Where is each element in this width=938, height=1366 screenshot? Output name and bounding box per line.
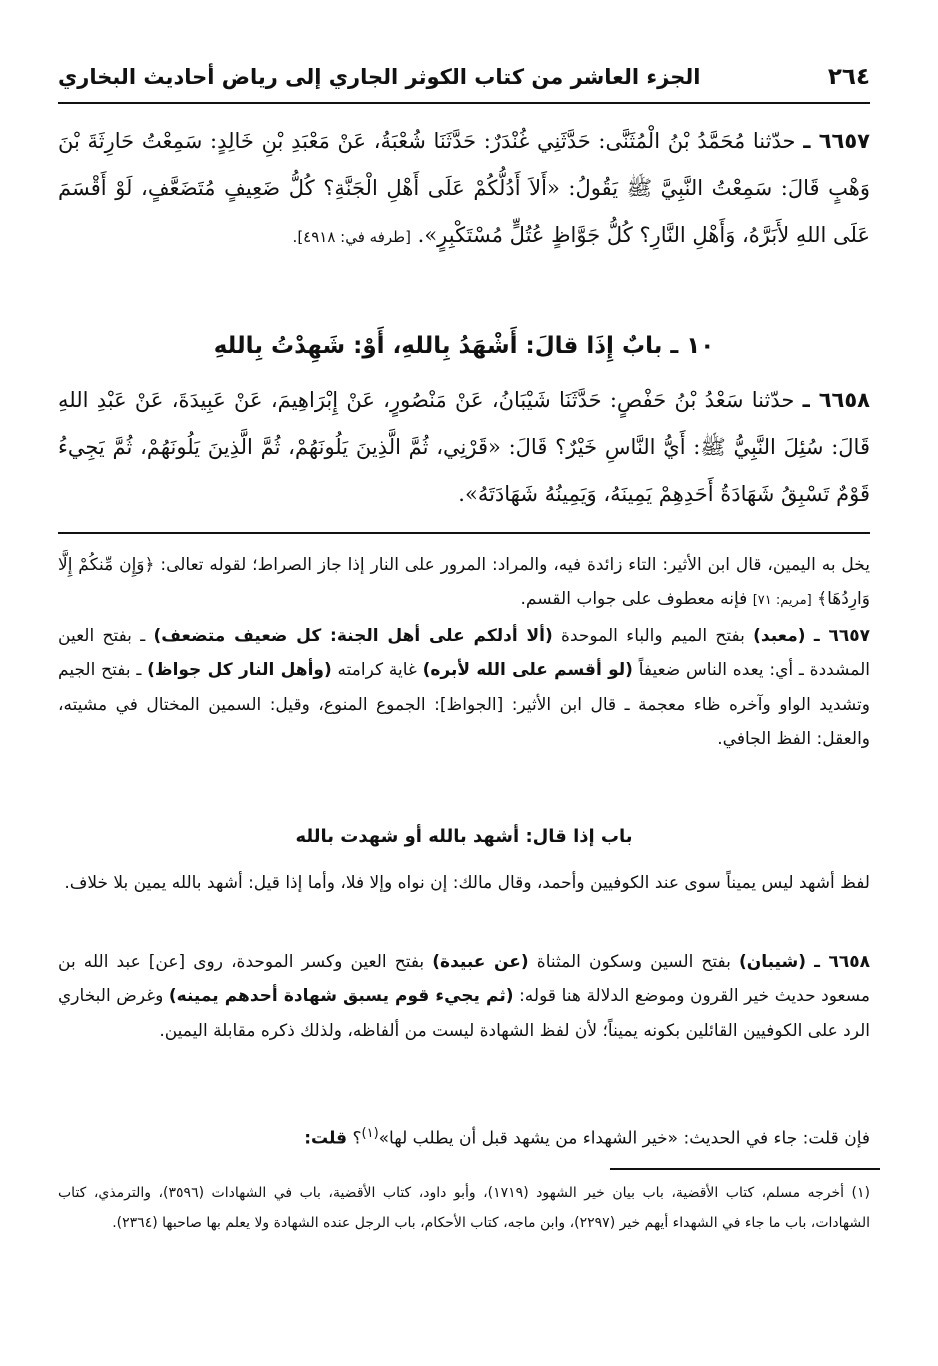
hadith-number: ٦٦٥٧ ـ <box>803 129 870 153</box>
commentary-text: ـ بفتح العين المشددة ـ أي: يعده الناس ضعيفاً <box>58 626 870 681</box>
running-header <box>58 52 870 104</box>
hadith-number: ٦٦٥٨ ـ <box>814 952 871 972</box>
commentary-para-2 <box>58 619 870 756</box>
commentary-para-5 <box>58 1117 870 1156</box>
footnote-separator <box>610 1168 880 1170</box>
commentary-text: بفتح الميم والباء الموحدة <box>552 626 754 646</box>
running-title: الجزء العاشر من كتاب الكوثر الجاري إلى رياض أحاديث البخاري <box>58 65 701 89</box>
hadith-number: ٦٦٥٨ ـ <box>802 388 870 412</box>
commentary-para-4 <box>58 945 870 1048</box>
footnote-number: (١) <box>851 1185 871 1201</box>
commentary-para-3: لفظ أشهد ليس يميناً سوى عند الكوفيين وأحمد، وقال مالك: إن نواه وإلا فلا، وأما إذا قيل: أشهد بالله يمين بلا خلاف. <box>64 873 870 893</box>
commentary-text: وغرض البخاري الرد على الكوفيين القائلين بكونه يميناً؛ لأن لفظ الشهادة ليست من ألفاظه، ولذلك ذكره مقابلة اليمين. <box>58 986 870 1041</box>
commentary-text: يخل به اليمين، قال ابن الأثير: التاء زائدة فيه، والمراد: المرور على النار إذا جاز الصراط؛ لقوله تعالى: ﴿وَإِن مِّنكُمْ إِلَّا وَارِدُهَا﴾ <box>58 555 870 610</box>
footnote-marker[interactable]: (١) <box>361 1126 379 1141</box>
quoted-phrase: (وأهل النار كل جواظ) <box>147 660 332 681</box>
commentary-text: غاية كرامته <box>331 660 423 681</box>
matn-separator <box>58 532 870 534</box>
quoted-phrase: (عن عبيدة) <box>432 952 529 972</box>
commentary-text: فإنه معطوف على جواب القسم. <box>520 589 753 610</box>
quoted-word: (معبد) <box>753 626 806 646</box>
commentary-text: بفتح العين وكسر الموحدة، روى [عن] عبد الله بن مسعود حديث خير القرون وموضع الدلالة هنا قوله: <box>58 952 870 1007</box>
hadith-6657 <box>58 118 870 261</box>
answer-keyword: قلت: <box>304 1128 348 1149</box>
hadith-text: حدّثنا مُحَمَّدُ بْنُ الْمُثَنَّى: حَدَّثَنِي غُنْدَرٌ: حَدَّثَنَا شُعْبَةُ، عَنْ مَعْبَدِ بْنِ خَالِدٍ: سَمِعْتُ حَارِثَةَ بْنَ وَهْبٍ قَالَ: سَمِعْتُ النَّبِيَّ ﷺ يَقُولُ: «أَلاَ أَدُلُّكُمْ عَلَى أَهْلِ الْجَنَّةِ؟ كُلُّ ضَعِيفٍ مُتَضَعَّفٍ، لَوْ أَقْسَمَ عَلَى اللهِ لأَبَرَّهُ، وَأَهْلِ النَّارِ؟ كُلُّ جَوَّاظٍ عُتُلٍّ مُسْتَكْبِرٍ». <box>58 129 870 247</box>
commentary-para-1 <box>58 548 870 619</box>
quoted-phrase: (ثم يجيء قوم يسبق شهادة أحدهم يمينه) <box>168 986 514 1007</box>
commentary-chapter-heading: باب إذا قال: أشهد بالله أو شهدت بالله <box>295 826 633 847</box>
page-number: ٢٦٤ <box>827 64 870 90</box>
hadith-6658 <box>58 377 870 518</box>
hadith-reference: [طرفه في: ٤٩١٨]. <box>292 228 411 246</box>
footnote-text: أخرجه مسلم، كتاب الأقضية، باب بيان خير الشهود (١٧١٩)، وأبو داود، كتاب الأقضية، باب في الشهادات (٣٥٩٦)، والترمذي، كتاب الشهادات، باب ما جاء في الشهداء أيهم خير (٢٢٩٧)، وابن ماجه، كتاب الأحكام، باب الرجل عنده الشهادة ولا يعلم بها صاحبها (٢٣٦٤). <box>58 1185 870 1231</box>
hadith-text: حدّثنا سَعْدُ بْنُ حَفْصٍ: حَدَّثَنَا شَيْبَانُ، عَنْ مَنْصُورٍ، عَنْ إِبْرَاهِيمَ، عَنْ عَبِيدَةَ، عَنْ عَبْدِ اللهِ قَالَ: سُئِلَ النَّبِيُّ ﷺ: أَيُّ النَّاسِ خَيْرٌ؟ قَالَ: «قَرْنِي، ثُمَّ الَّذِينَ يَلُونَهُمْ، ثُمَّ الَّذِينَ يَلُونَهُمْ، ثُمَّ يَجِيءُ قَوْمٌ تَسْبِقُ شَهَادَةُ أَحَدِهِمْ يَمِينَهُ، وَيَمِينُهُ شَهَادَتَهُ». <box>58 388 870 506</box>
quoted-phrase: (ألا أدلكم على أهل الجنة: كل ضعيف متضعف) <box>153 626 553 646</box>
footnote-1 <box>58 1178 870 1238</box>
quoted-word: (شيبان) <box>738 952 806 972</box>
quran-reference: [مريم: ٧١] <box>752 593 812 609</box>
commentary-text: فإن قلت: جاء في الحديث: «خير الشهداء من يشهد قبل أن يطلب لها» <box>378 1128 870 1149</box>
chapter-heading: ١٠ ـ بابٌ إِذَا قالَ: أَشْهَدُ بِاللهِ، أَوْ: شَهِدْتُ بِاللهِ <box>213 333 715 359</box>
hadith-number: ٦٦٥٧ ـ <box>813 626 870 646</box>
commentary-text: بفتح السين وسكون المثناة <box>528 952 739 972</box>
commentary-text: ـ بفتح الجيم وتشديد الواو وآخره ظاء معجمة ـ قال ابن الأثير: [الجواظ]: الجموع المنوع، وقيل: السمين المختال في مشيته، والعقل: الفظ الجافي. <box>58 660 870 749</box>
commentary-text: ؟ <box>347 1128 362 1149</box>
quoted-phrase: (لو أقسم على الله لأبره) <box>422 660 633 681</box>
